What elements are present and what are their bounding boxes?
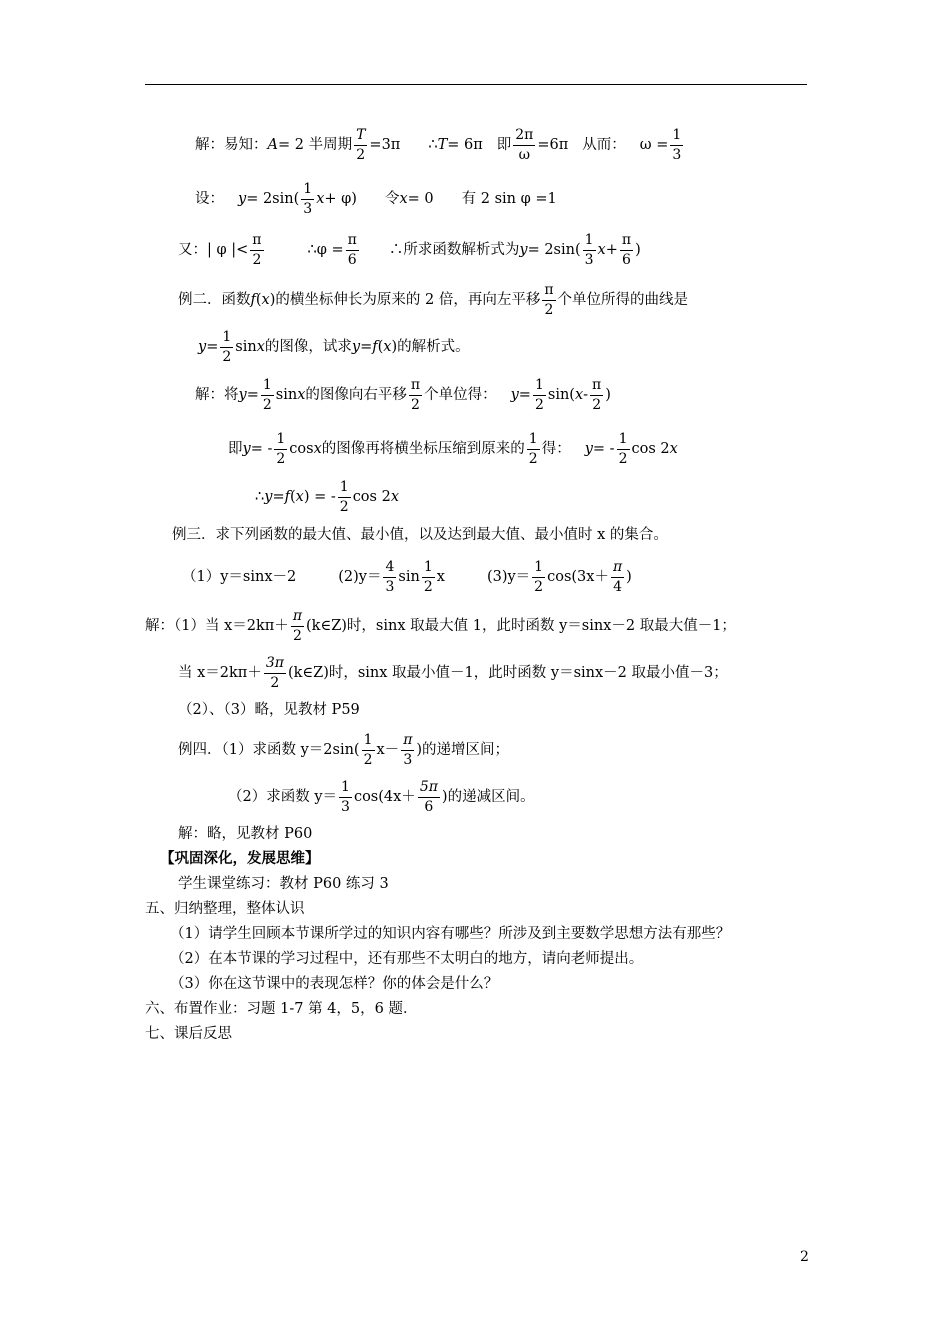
math-var: A bbox=[267, 136, 278, 153]
text: ( bbox=[377, 338, 384, 355]
section-5-heading bbox=[145, 902, 305, 917]
text: )的递增区间； bbox=[416, 741, 510, 758]
example-3-solution-3 bbox=[178, 703, 360, 718]
fraction bbox=[261, 378, 274, 412]
denominator: 2 bbox=[292, 627, 302, 644]
class-exercise bbox=[178, 877, 389, 892]
text: ) bbox=[635, 241, 641, 258]
denominator: 6 bbox=[622, 251, 631, 268]
text: x bbox=[436, 568, 445, 585]
therefore-symbol: ∴ bbox=[307, 241, 317, 258]
text: cos(4x＋ bbox=[353, 788, 416, 805]
math-var: x bbox=[390, 488, 400, 505]
fraction bbox=[383, 560, 396, 594]
text: 个单位得： bbox=[424, 386, 497, 403]
math-var: x bbox=[669, 440, 678, 457]
fraction bbox=[590, 378, 603, 412]
text: 的图像再将横坐标压缩到原来的 bbox=[321, 440, 525, 457]
text: - bbox=[583, 386, 589, 403]
math-var: x bbox=[574, 386, 584, 403]
math-var: f bbox=[284, 488, 290, 505]
fraction bbox=[422, 560, 435, 594]
fraction bbox=[362, 733, 375, 767]
text: 解：略，见教材 P60 bbox=[178, 826, 313, 842]
denominator: 2 bbox=[363, 751, 373, 768]
denominator: 2 bbox=[356, 146, 366, 163]
text: （2）、（3）略，见教材 P59 bbox=[178, 702, 360, 718]
denominator: ω bbox=[518, 146, 531, 163]
text: 又：| φ |< bbox=[178, 241, 249, 258]
math-var: y bbox=[238, 190, 247, 207]
text: ) = - bbox=[303, 488, 336, 505]
text: sin( bbox=[547, 386, 575, 403]
numerator: 1 bbox=[422, 560, 435, 578]
text: 令 bbox=[384, 190, 400, 207]
text: =6π bbox=[537, 136, 569, 153]
numerator: π bbox=[401, 733, 414, 751]
fraction bbox=[274, 432, 287, 466]
summary-item-3 bbox=[170, 977, 498, 992]
denominator: 2 bbox=[618, 450, 628, 467]
math-var: x bbox=[313, 440, 322, 457]
math-var: y bbox=[584, 440, 593, 457]
fraction bbox=[220, 330, 233, 364]
text: = 0 bbox=[407, 190, 434, 207]
numerator: 1 bbox=[617, 432, 630, 450]
solution-line-1 bbox=[195, 128, 685, 162]
example-3-functions bbox=[182, 560, 632, 594]
denominator: 3 bbox=[403, 751, 413, 768]
summary-item-2 bbox=[170, 952, 643, 967]
summary-item-1 bbox=[170, 927, 730, 942]
text: = bbox=[206, 338, 219, 355]
fraction bbox=[301, 182, 314, 216]
text: 即 bbox=[496, 136, 512, 153]
numerator: 1 bbox=[339, 780, 352, 798]
fraction bbox=[583, 233, 596, 267]
fraction bbox=[346, 233, 359, 267]
math-var: x bbox=[256, 338, 265, 355]
numerator: 1 bbox=[362, 733, 375, 751]
example-3-title bbox=[172, 528, 668, 543]
fraction bbox=[611, 560, 624, 594]
fraction bbox=[401, 733, 414, 767]
section-7-reflection bbox=[145, 1027, 232, 1042]
text: 的图像向右平移 bbox=[305, 386, 407, 403]
text: = 6π bbox=[447, 136, 483, 153]
fraction bbox=[670, 128, 683, 162]
text: （2）在本节课的学习过程中，还有那些不太明白的地方，请向老师提出。 bbox=[170, 951, 644, 967]
text: = - bbox=[250, 440, 273, 457]
text: ω = bbox=[639, 136, 669, 153]
fraction bbox=[542, 283, 555, 317]
text: = bbox=[246, 386, 259, 403]
math-var: x bbox=[316, 190, 325, 207]
text: cos 2 bbox=[631, 440, 670, 457]
numerator: π bbox=[620, 233, 633, 251]
text: 解：将 bbox=[195, 386, 239, 403]
denominator: 2 bbox=[262, 396, 272, 413]
numerator: 1 bbox=[220, 330, 233, 348]
denominator: 2 bbox=[528, 450, 538, 467]
math-var: x bbox=[399, 190, 408, 207]
numerator: π bbox=[590, 378, 603, 396]
text: (3)y＝ bbox=[486, 568, 531, 585]
text: = bbox=[518, 386, 531, 403]
fraction bbox=[291, 609, 304, 643]
text: =3π bbox=[369, 136, 401, 153]
text: = 2 半周期 bbox=[277, 136, 353, 153]
text: )的递减区间。 bbox=[441, 788, 535, 805]
text: 解：（1）当 x＝2kπ＋ bbox=[145, 617, 289, 634]
text: 个单位所得的曲线是 bbox=[557, 291, 689, 308]
denominator: 2 bbox=[544, 301, 554, 318]
fraction bbox=[250, 233, 263, 267]
text: sin bbox=[398, 568, 420, 585]
numerator: π bbox=[291, 609, 304, 627]
math-var: y bbox=[519, 241, 528, 258]
text: + bbox=[605, 241, 618, 258]
section-6-homework bbox=[145, 1002, 417, 1017]
text: cos 2 bbox=[352, 488, 391, 505]
math-var: y bbox=[264, 488, 273, 505]
math-var: y bbox=[238, 386, 247, 403]
math-var: y bbox=[510, 386, 519, 403]
text: 例四．（1）求函数 y＝2sin( bbox=[178, 741, 360, 758]
fraction bbox=[418, 780, 440, 814]
denominator: 2 bbox=[252, 251, 262, 268]
text: (k∈Z)时，sinx 取最小值－1，此时函数 y＝sinx－2 取最小值－3； bbox=[287, 664, 728, 681]
denominator: 2 bbox=[222, 348, 232, 365]
text: ) bbox=[626, 568, 632, 585]
math-var: x bbox=[261, 291, 270, 308]
text: )的横坐标伸长为原来的 2 倍，再向左平移 bbox=[269, 291, 541, 308]
text: (2)y＝ bbox=[338, 568, 382, 585]
numerator: 1 bbox=[533, 378, 546, 396]
numerator: π bbox=[611, 560, 624, 578]
page-number: 2 bbox=[800, 1249, 809, 1265]
denominator: 3 bbox=[672, 146, 682, 163]
solution-line-2 bbox=[195, 182, 557, 216]
text: ) bbox=[605, 386, 611, 403]
text: （1）请学生回顾本节课所学过的知识内容有哪些？所涉及到主要数学思想方法有那些？ bbox=[170, 926, 731, 942]
example-3-solution-1 bbox=[145, 609, 736, 643]
text: = 2sin( bbox=[246, 190, 300, 207]
text: 学生课堂练习：教材 P60 练习 3 bbox=[178, 876, 389, 892]
example-4-line-2 bbox=[228, 780, 535, 814]
fraction bbox=[339, 780, 352, 814]
fraction bbox=[620, 233, 633, 267]
fraction bbox=[527, 432, 540, 466]
denominator: 6 bbox=[347, 251, 357, 268]
text: )的解析式。 bbox=[391, 338, 470, 355]
numerator: π bbox=[250, 233, 263, 251]
math-var: y bbox=[351, 338, 361, 355]
numerator: π bbox=[542, 283, 555, 301]
text: = - bbox=[592, 440, 615, 457]
fraction bbox=[338, 480, 351, 514]
numerator: 5π bbox=[418, 780, 440, 798]
numerator: π bbox=[346, 233, 359, 251]
numerator: 1 bbox=[527, 432, 540, 450]
solution-line-3 bbox=[178, 233, 641, 267]
text: φ = bbox=[316, 241, 344, 258]
example-2-line-1 bbox=[178, 283, 688, 317]
math-var: x bbox=[297, 386, 306, 403]
text: 从而： bbox=[582, 136, 626, 153]
denominator: 2 bbox=[423, 578, 433, 595]
numerator: 1 bbox=[532, 560, 545, 578]
denominator: 3 bbox=[303, 200, 313, 217]
text: 七、课后反思 bbox=[145, 1026, 232, 1042]
denominator: 2 bbox=[534, 578, 544, 595]
math-var: f bbox=[372, 338, 378, 355]
math-var: x bbox=[383, 338, 392, 355]
math-var: y bbox=[242, 440, 251, 457]
text: ( bbox=[255, 291, 262, 308]
numerator: 1 bbox=[301, 182, 314, 200]
math-var: x bbox=[295, 488, 304, 505]
example-4-line-1 bbox=[178, 733, 509, 767]
fraction bbox=[513, 128, 535, 162]
example-2-solution-1 bbox=[195, 378, 611, 412]
numerator: 1 bbox=[261, 378, 274, 396]
text: 即 bbox=[228, 440, 243, 457]
denominator: 3 bbox=[385, 578, 395, 595]
numerator: 3π bbox=[264, 656, 286, 674]
text: 【巩固深化，发展思维】 bbox=[160, 850, 320, 867]
denominator: 2 bbox=[339, 498, 349, 515]
denominator: 4 bbox=[613, 578, 623, 595]
denominator: 3 bbox=[584, 251, 594, 268]
numerator: T bbox=[354, 128, 367, 146]
text: = bbox=[360, 338, 373, 355]
denominator: 6 bbox=[424, 798, 434, 815]
example-3-solution-2 bbox=[178, 656, 728, 690]
numerator: 1 bbox=[274, 432, 287, 450]
text: ∴所求函数解析式为 bbox=[388, 241, 520, 258]
fraction bbox=[409, 378, 422, 412]
text: ( bbox=[289, 488, 296, 505]
text: cos bbox=[289, 440, 314, 457]
example-2-solution-3 bbox=[255, 480, 399, 514]
text: 得： bbox=[541, 440, 571, 457]
text: （1）y＝sinx－2 bbox=[182, 568, 297, 585]
text: 解：易知： bbox=[195, 136, 268, 153]
numerator: 1 bbox=[338, 480, 351, 498]
therefore-symbol: ∴ bbox=[428, 136, 438, 153]
math-var: T bbox=[437, 136, 448, 153]
math-var: y bbox=[198, 338, 207, 355]
numerator: π bbox=[409, 378, 422, 396]
numerator: 2π bbox=[513, 128, 535, 146]
text: （2）求函数 y＝ bbox=[228, 788, 338, 805]
math-var: f bbox=[250, 291, 256, 308]
fraction bbox=[617, 432, 630, 466]
math-var: x bbox=[597, 241, 606, 258]
text: sin bbox=[275, 386, 298, 403]
text: 的图像，试求 bbox=[264, 338, 352, 355]
fraction bbox=[264, 656, 286, 690]
text: 例二．函数 bbox=[178, 291, 251, 308]
text: 五、归纳整理，整体认识 bbox=[145, 901, 305, 917]
numerator: 1 bbox=[583, 233, 596, 251]
text: 六、布置作业：习题 1-7 第 4，5，6 题． bbox=[145, 1001, 418, 1017]
example-2-solution-2 bbox=[228, 432, 678, 466]
text: + φ) bbox=[324, 190, 357, 207]
fraction bbox=[533, 378, 546, 412]
text: = bbox=[272, 488, 285, 505]
text: x－ bbox=[376, 741, 400, 758]
numerator: 4 bbox=[383, 560, 396, 578]
text: sin bbox=[235, 338, 257, 355]
denominator: 2 bbox=[270, 674, 280, 691]
therefore-symbol: ∴ bbox=[255, 488, 265, 505]
text: 有 2 sin φ =1 bbox=[461, 190, 557, 207]
fraction bbox=[532, 560, 545, 594]
text: 当 x＝2kπ＋ bbox=[178, 664, 262, 681]
consolidation-heading bbox=[160, 852, 320, 867]
denominator: 2 bbox=[534, 396, 544, 413]
example-2-line-2 bbox=[198, 330, 470, 364]
example-4-solution bbox=[178, 827, 312, 842]
text: cos(3x＋ bbox=[547, 568, 609, 585]
denominator: 2 bbox=[411, 396, 420, 413]
text: （3）你在这节课中的表现怎样？你的体会是什么？ bbox=[170, 976, 499, 992]
fraction bbox=[354, 128, 367, 162]
numerator: 1 bbox=[670, 128, 683, 146]
text: 设： bbox=[195, 190, 224, 207]
denominator: 2 bbox=[276, 450, 286, 467]
text: 例三．求下列函数的最大值、最小值，以及达到最大值、最小值时 x 的集合。 bbox=[172, 527, 668, 543]
denominator: 2 bbox=[592, 396, 602, 413]
text: = 2sin( bbox=[527, 241, 581, 258]
header-rule bbox=[145, 84, 807, 85]
text: (k∈Z)时，sinx 取最大值 1，此时函数 y＝sinx－2 取最大值－1； bbox=[306, 617, 736, 634]
denominator: 3 bbox=[341, 798, 350, 815]
